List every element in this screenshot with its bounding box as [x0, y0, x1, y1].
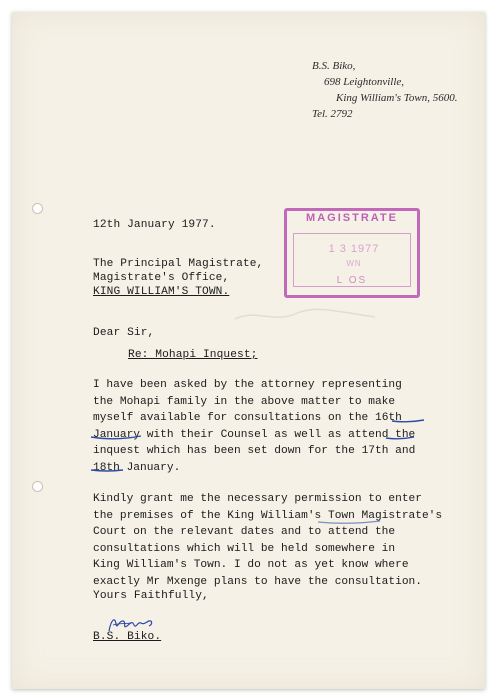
closing: Yours Faithfully,	[93, 590, 209, 602]
text-run: 17th	[361, 445, 389, 457]
text-run: January.	[119, 461, 181, 474]
para2-line: consultations which will be held somewhere in	[93, 542, 396, 555]
text-run: 18th	[93, 461, 120, 474]
stamp-title: MAGISTRATE	[306, 212, 398, 224]
stamp-town: WN	[346, 259, 362, 268]
recipient-line-2: Magistrate's Office,	[93, 272, 230, 284]
text-run: and	[388, 445, 416, 457]
signature-name: B.S. Biko.	[93, 631, 162, 643]
para2-line: exactly Mr Mxenge plans to have the consultation.	[93, 575, 422, 588]
subject-line: Re: Mohapi Inquest;	[128, 349, 258, 361]
para2-line: Kindly grant me the necessary permission to enter	[93, 493, 422, 505]
stamp-date: 1 3 1977	[328, 243, 380, 255]
salutation: Dear Sir,	[93, 327, 155, 339]
letterhead-street: 698 Leightonville,	[324, 76, 405, 88]
text-run: inquest	[93, 445, 140, 457]
para1-line: the Mohapi family in the above matter to make	[93, 395, 396, 408]
text-run: with their Counsel as well as attend the	[140, 428, 416, 441]
para2-line: the premises of the King William's Town Magistrate's	[93, 509, 443, 522]
text-run: which has been set down for the	[140, 445, 362, 457]
recipient-line-1: The Principal Magistrate,	[93, 258, 264, 270]
letterhead-tel: Tel. 2792	[312, 108, 353, 120]
stamp-bottom: L OS	[336, 275, 368, 286]
text-run: myself available for consultations on the	[93, 412, 375, 424]
letterhead-town: King William's Town, 5600.	[336, 92, 458, 104]
para2-line: King William's Town. I do not as yet know where	[93, 559, 409, 571]
letterhead-name: B.S. Biko,	[312, 60, 356, 72]
text-run: January	[93, 428, 140, 441]
paragraph-2	[93, 491, 442, 590]
letter-date: 12th January 1977.	[93, 219, 216, 231]
recipient-line-3: KING WILLIAM'S TOWN.	[93, 286, 230, 298]
para1-line: I have been asked by the attorney representing	[93, 379, 402, 391]
para2-line: Court on the relevant dates and to attend the	[93, 526, 396, 538]
text-run: 16th	[374, 412, 402, 424]
